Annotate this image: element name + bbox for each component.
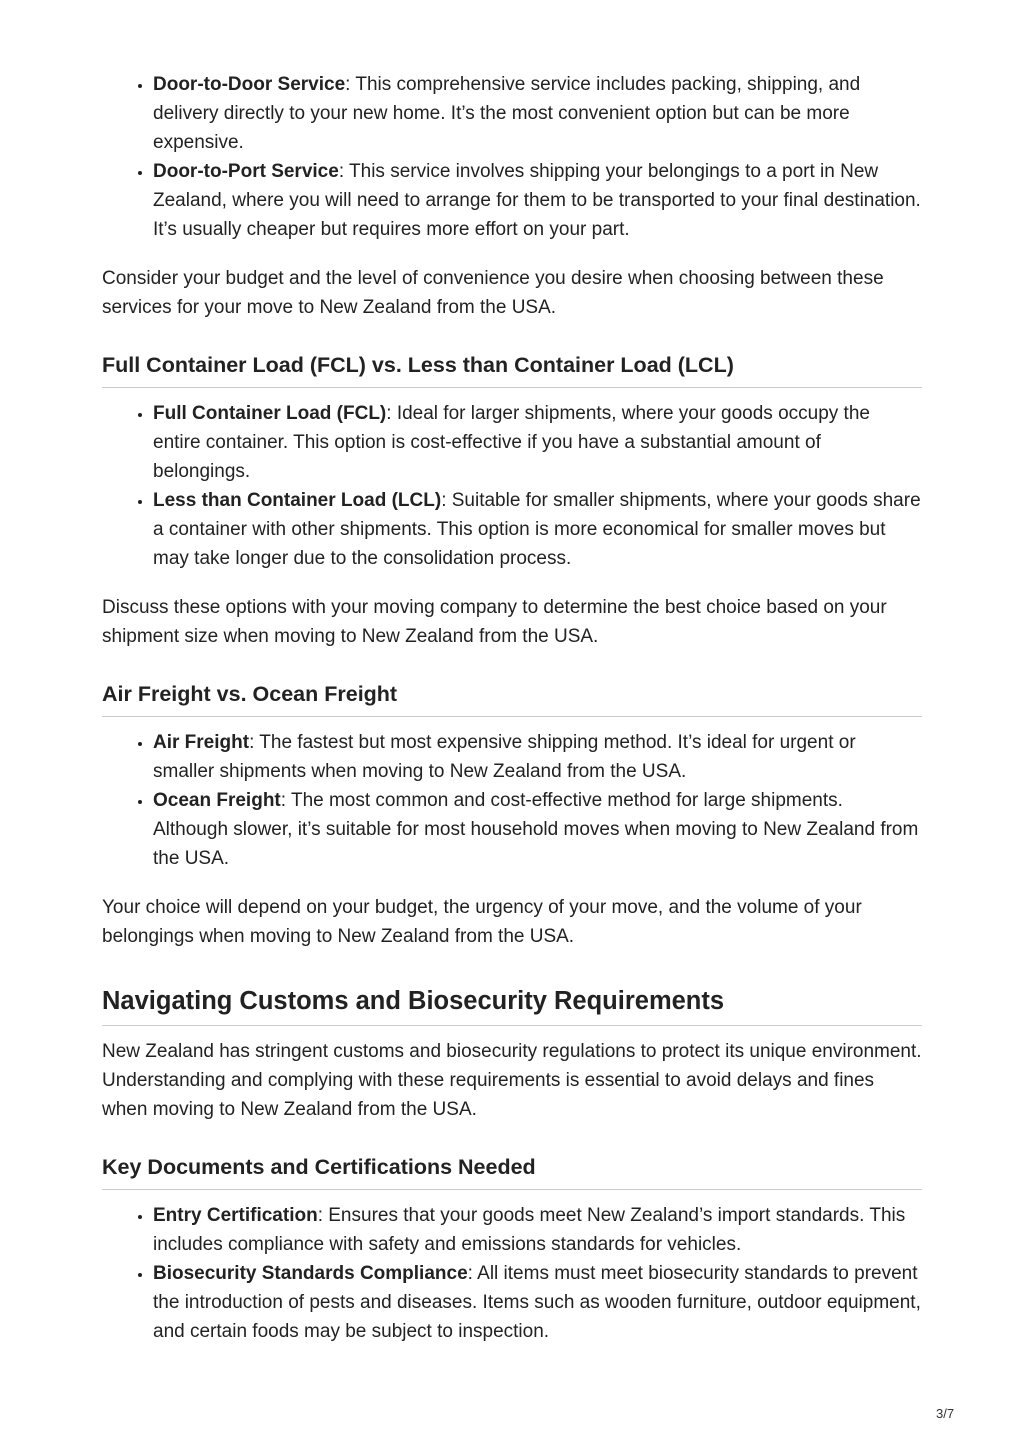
list-item-air-freight [153,728,922,786]
document-content [102,70,922,1346]
customs-paragraph: New Zealand has stringent customs and biosecurity regulations to protect its unique environment. Understanding and complying with these requirements is essential to avoid delays and fines when moving to New Zealand from the USA. [102,1041,922,1120]
service-type-list [102,70,922,244]
list-item-term: Biosecurity Standards Compliance [153,1263,468,1284]
list-item-text: : Ensures that your goods meet New Zealand’s import standards. This includes compliance with safety and emissions standards for vehicles. [153,1205,906,1255]
freight-list [102,728,922,873]
list-item-term: Entry Certification [153,1205,318,1226]
freight-heading: Air Freight vs. Ocean Freight [102,680,922,717]
documents-heading: Key Documents and Certifications Needed [102,1153,922,1190]
list-item-text: : This service involves shipping your belongings to a port in New Zealand, where you will need to arrange for them to be transported to your final destination. It’s usually cheaper but requires more effort on your part. [153,161,921,240]
list-item-text: : Ideal for larger shipments, where your goods occupy the entire container. This option is cost-effective if you have a substantial amount of belongings. [153,403,870,482]
documents-list [102,1201,922,1346]
list-item-door-to-port [153,157,922,244]
list-item-term: Door-to-Door Service [153,74,346,95]
list-item-ocean-freight [153,786,922,873]
list-item-text: : The fastest but most expensive shipping method. It’s ideal for urgent or smaller shipments when moving to New Zealand from the USA. [153,732,856,782]
freight-summary-paragraph: Your choice will depend on your budget, the urgency of your move, and the volume of your belongings when moving to New Zealand from the USA. [102,897,862,947]
customs-heading: Navigating Customs and Biosecurity Requirements [102,985,922,1026]
list-item-text: : Suitable for smaller shipments, where your goods share a container with other shipments. This option is more economical for smaller moves but may take longer due to the consolidation process. [153,490,921,569]
list-item-term: Less than Container Load (LCL) [153,490,442,511]
list-item-lcl [153,486,922,573]
list-item-term: Door-to-Port Service [153,161,339,182]
list-item-text: : All items must meet biosecurity standards to prevent the introduction of pests and diseases. Items such as wooden furniture, outdoor equipment, and certain foods may be subject to inspection. [153,1263,921,1342]
list-item-door-to-door [153,70,922,157]
list-item-term: Ocean Freight [153,790,281,811]
list-item-fcl [153,399,922,486]
list-item-term: Full Container Load (FCL) [153,403,387,424]
page-number: 3/7 [936,1406,955,1421]
list-item-term: Air Freight [153,732,250,753]
list-item-biosecurity-compliance [153,1259,922,1346]
service-summary-paragraph: Consider your budget and the level of convenience you desire when choosing between these services for your move to New Zealand from the USA. [102,268,884,318]
container-load-list [102,399,922,573]
list-item-entry-certification [153,1201,922,1259]
fcl-lcl-heading: Full Container Load (FCL) vs. Less than Container Load (LCL) [102,351,922,388]
container-summary-paragraph: Discuss these options with your moving company to determine the best choice based on your shipment size when moving to New Zealand from the USA. [102,597,887,647]
list-item-text: : The most common and cost-effective method for large shipments. Although slower, it’s suitable for most household moves when moving to New Zealand from the USA. [153,790,919,869]
list-item-text: : This comprehensive service includes packing, shipping, and delivery directly to your new home. It’s the most convenient option but can be more expensive. [153,74,861,153]
